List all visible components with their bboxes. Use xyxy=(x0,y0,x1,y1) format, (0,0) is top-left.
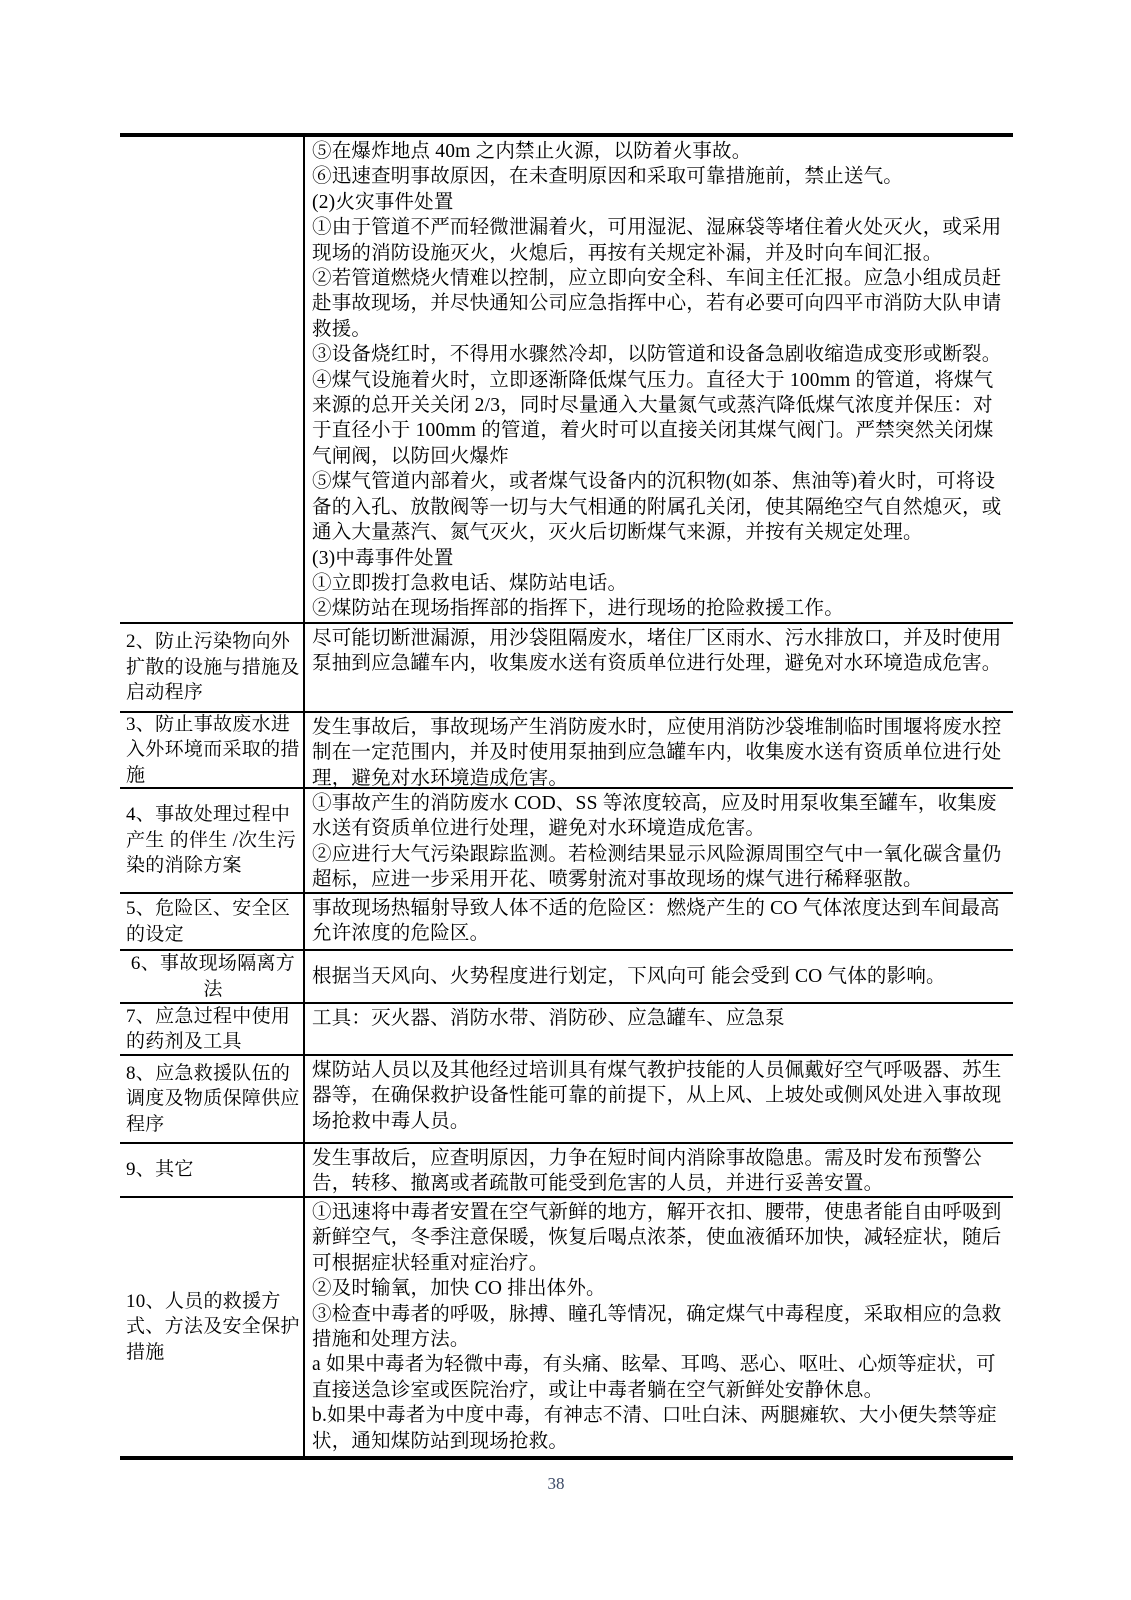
paragraph: ②若管道燃烧火情难以控制，应立即向安全科、车间主任汇报。应急小组成员赶赴事故现场，并尽快通知公司应急指挥中心，若有必要可向四平市消防大队申请救援。 xyxy=(312,268,1002,340)
paragraph: ①事故产生的消防废水 COD、SS 等浓度较高，应及时用泵收集至罐车，收集废水送有资质单位进行处理，避免对水环境造成危害。 xyxy=(312,793,997,840)
paragraph: ②应进行大气污染跟踪监测。若检测结果显示风险源周围空气中一氧化碳含量仍超标，应进一步采用开花、喷雾射流对事故现场的煤气进行稀释驱散。 xyxy=(312,843,1002,891)
table-row xyxy=(120,787,1013,892)
row-label: 4、事故处理过程中产生 的伴生 /次生污染的消除方案 xyxy=(120,789,305,892)
row-label: 7、应急过程中使用的药剂及工具 xyxy=(120,1004,305,1054)
row-content xyxy=(305,1198,1013,1456)
paragraph: (2)火灾事件处置 xyxy=(312,191,454,213)
paragraph: ②及时输氧，加快 CO 排出体外。 xyxy=(312,1278,606,1300)
paragraph: ③设备烧红时，不得用水骤然冷却，以防管道和设备急剧收缩造成变形或断裂。 xyxy=(312,344,1002,366)
row-label xyxy=(120,137,305,622)
paragraph: 工具：灭火器、消防水带、消防砂、应急罐车、应急泵 xyxy=(312,1008,785,1029)
paragraph: ③检查中毒者的呼吸，脉搏、瞳孔等情况，确定煤气中毒程度，采取相应的急救措施和处理方法。 xyxy=(312,1303,1002,1351)
table-row xyxy=(120,622,1013,711)
row-label: 2、防止污染物向外扩散的设施与措施及启动程序 xyxy=(120,624,305,711)
paragraph: b.如果中毒者为中度中毒，有神志不清、口吐白沫、两腿瘫软、大小便失禁等症状，通知煤防站到现场抢救。 xyxy=(312,1405,997,1452)
page-number: 38 xyxy=(547,1474,565,1493)
paragraph: 发生事故后，事故现场产生消防废水时，应使用消防沙袋堆制临时围堰将废水控制在一定范围内，并及时使用泵抽到应急罐车内，收集废水送有资质单位进行处理，避免对水环境造成危害。 xyxy=(312,717,1002,787)
table-row xyxy=(120,1196,1013,1456)
paragraph: 煤防站人员以及其他经过培训具有煤气教护技能的人员佩戴好空气呼吸器、苏生器等，在确保救护设备性能可靠的前提下，从上风、上坡处或侧风处进入事故现场抢救中毒人员。 xyxy=(312,1060,1002,1132)
paragraph: ①由于管道不严而轻微泄漏着火，可用湿泥、湿麻袋等堵住着火处灭火，或采用现场的消防设施灭火，火熄后，再按有关规定补漏，并及时向车间汇报。 xyxy=(312,217,1002,264)
table-row xyxy=(120,137,1013,622)
paragraph: ②煤防站在现场指挥部的指挥下，进行现场的抢险救援工作。 xyxy=(312,598,844,620)
paragraph: 事故现场热辐射导致人体不适的危险区：燃烧产生的 CO 气体浓度达到车间最高允许浓度的危险区。 xyxy=(312,898,1000,945)
paragraph: 尽可能切断泄漏源，用沙袋阻隔废水，堵住厂区雨水、污水排放口，并及时使用泵抽到应急罐车内，收集废水送有资质单位进行处理，避免对水环境造成危害。 xyxy=(312,628,1002,675)
row-label: 6、事故现场隔离方法 xyxy=(120,951,305,1002)
row-content xyxy=(305,1004,1013,1054)
table-row xyxy=(120,892,1013,949)
table-row xyxy=(120,1054,1013,1142)
row-label: 9、其它 xyxy=(120,1144,305,1196)
paragraph: ⑤煤气管道内部着火，或者煤气设备内的沉积物(如茶、焦油等)着火时，可将设备的入孔、放散阀等一切与大气相通的附属孔关闭，使其隔绝空气自然熄灭，或通入大量蒸汽、氮气灭火，灭火后切断煤气来源，并按有关规定处理。 xyxy=(312,471,1002,544)
paragraph: a 如果中毒者为轻微中毒，有头痛、眩晕、耳鸣、恶心、呕吐、心烦等症状，可直接送急诊室或医院治疗，或让中毒者躺在空气新鲜处安静休息。 xyxy=(312,1354,996,1401)
paragraph: 根据当天风向、火势程度进行划定，下风向可 能会受到 CO 气体的影响。 xyxy=(312,965,946,987)
row-content xyxy=(305,1144,1013,1196)
row-label: 5、危险区、安全区的设定 xyxy=(120,894,305,949)
row-label: 3、防止事故废水进入外环境而采取的措施 xyxy=(120,713,305,787)
paragraph: ①立即拨打急救电话、煤防站电话。 xyxy=(312,572,628,594)
paragraph: 发生事故后，应查明原因，力争在短时间内消除事故隐患。需及时发布预警公告，转移、撤离或者疏散可能受到危害的人员，并进行妥善安置。 xyxy=(312,1148,982,1195)
paragraph: ⑥迅速查明事故原因，在未查明原因和采取可靠措施前，禁止送气。 xyxy=(312,166,904,188)
row-content xyxy=(305,624,1013,711)
paragraph: ④煤气设施着火时，立即逐渐降低煤气压力。直径大于 100mm 的管道，将煤气来源的总开关关闭 2/3，同时尽量通入大量氮气或蒸汽降低煤气浓度并保压：对于直径小于 100mm 的管道，着火时可以直接关闭其煤气阀门。严禁突然关闭煤气闸阀，以防回火爆炸 xyxy=(312,369,994,467)
row-label: 10、人员的救援方式、方法及安全保护措施 xyxy=(120,1198,305,1456)
emergency-plan-table xyxy=(120,133,1013,1460)
row-content xyxy=(305,894,1013,949)
row-label: 8、应急救援队伍的调度及物质保障供应程序 xyxy=(120,1056,305,1142)
table-row xyxy=(120,949,1013,1002)
row-content xyxy=(305,137,1013,622)
row-content xyxy=(305,1056,1013,1142)
row-content xyxy=(305,789,1013,892)
paragraph: ⑤在爆炸地点 40m 之内禁止火源，以防着火事故。 xyxy=(312,141,752,162)
table-row xyxy=(120,1142,1013,1196)
paragraph: (3)中毒事件处置 xyxy=(312,547,454,569)
paragraph: ①迅速将中毒者安置在空气新鲜的地方，解开衣扣、腰带，使患者能自由呼吸到新鲜空气，冬季注意保暖，恢复后喝点浓茶，使血液循环加快，减轻症状，随后可根据症状轻重对症治疗。 xyxy=(312,1202,1002,1274)
table-row xyxy=(120,1002,1013,1054)
row-content xyxy=(305,951,1013,1002)
table-row xyxy=(120,711,1013,787)
row-content xyxy=(305,713,1013,787)
